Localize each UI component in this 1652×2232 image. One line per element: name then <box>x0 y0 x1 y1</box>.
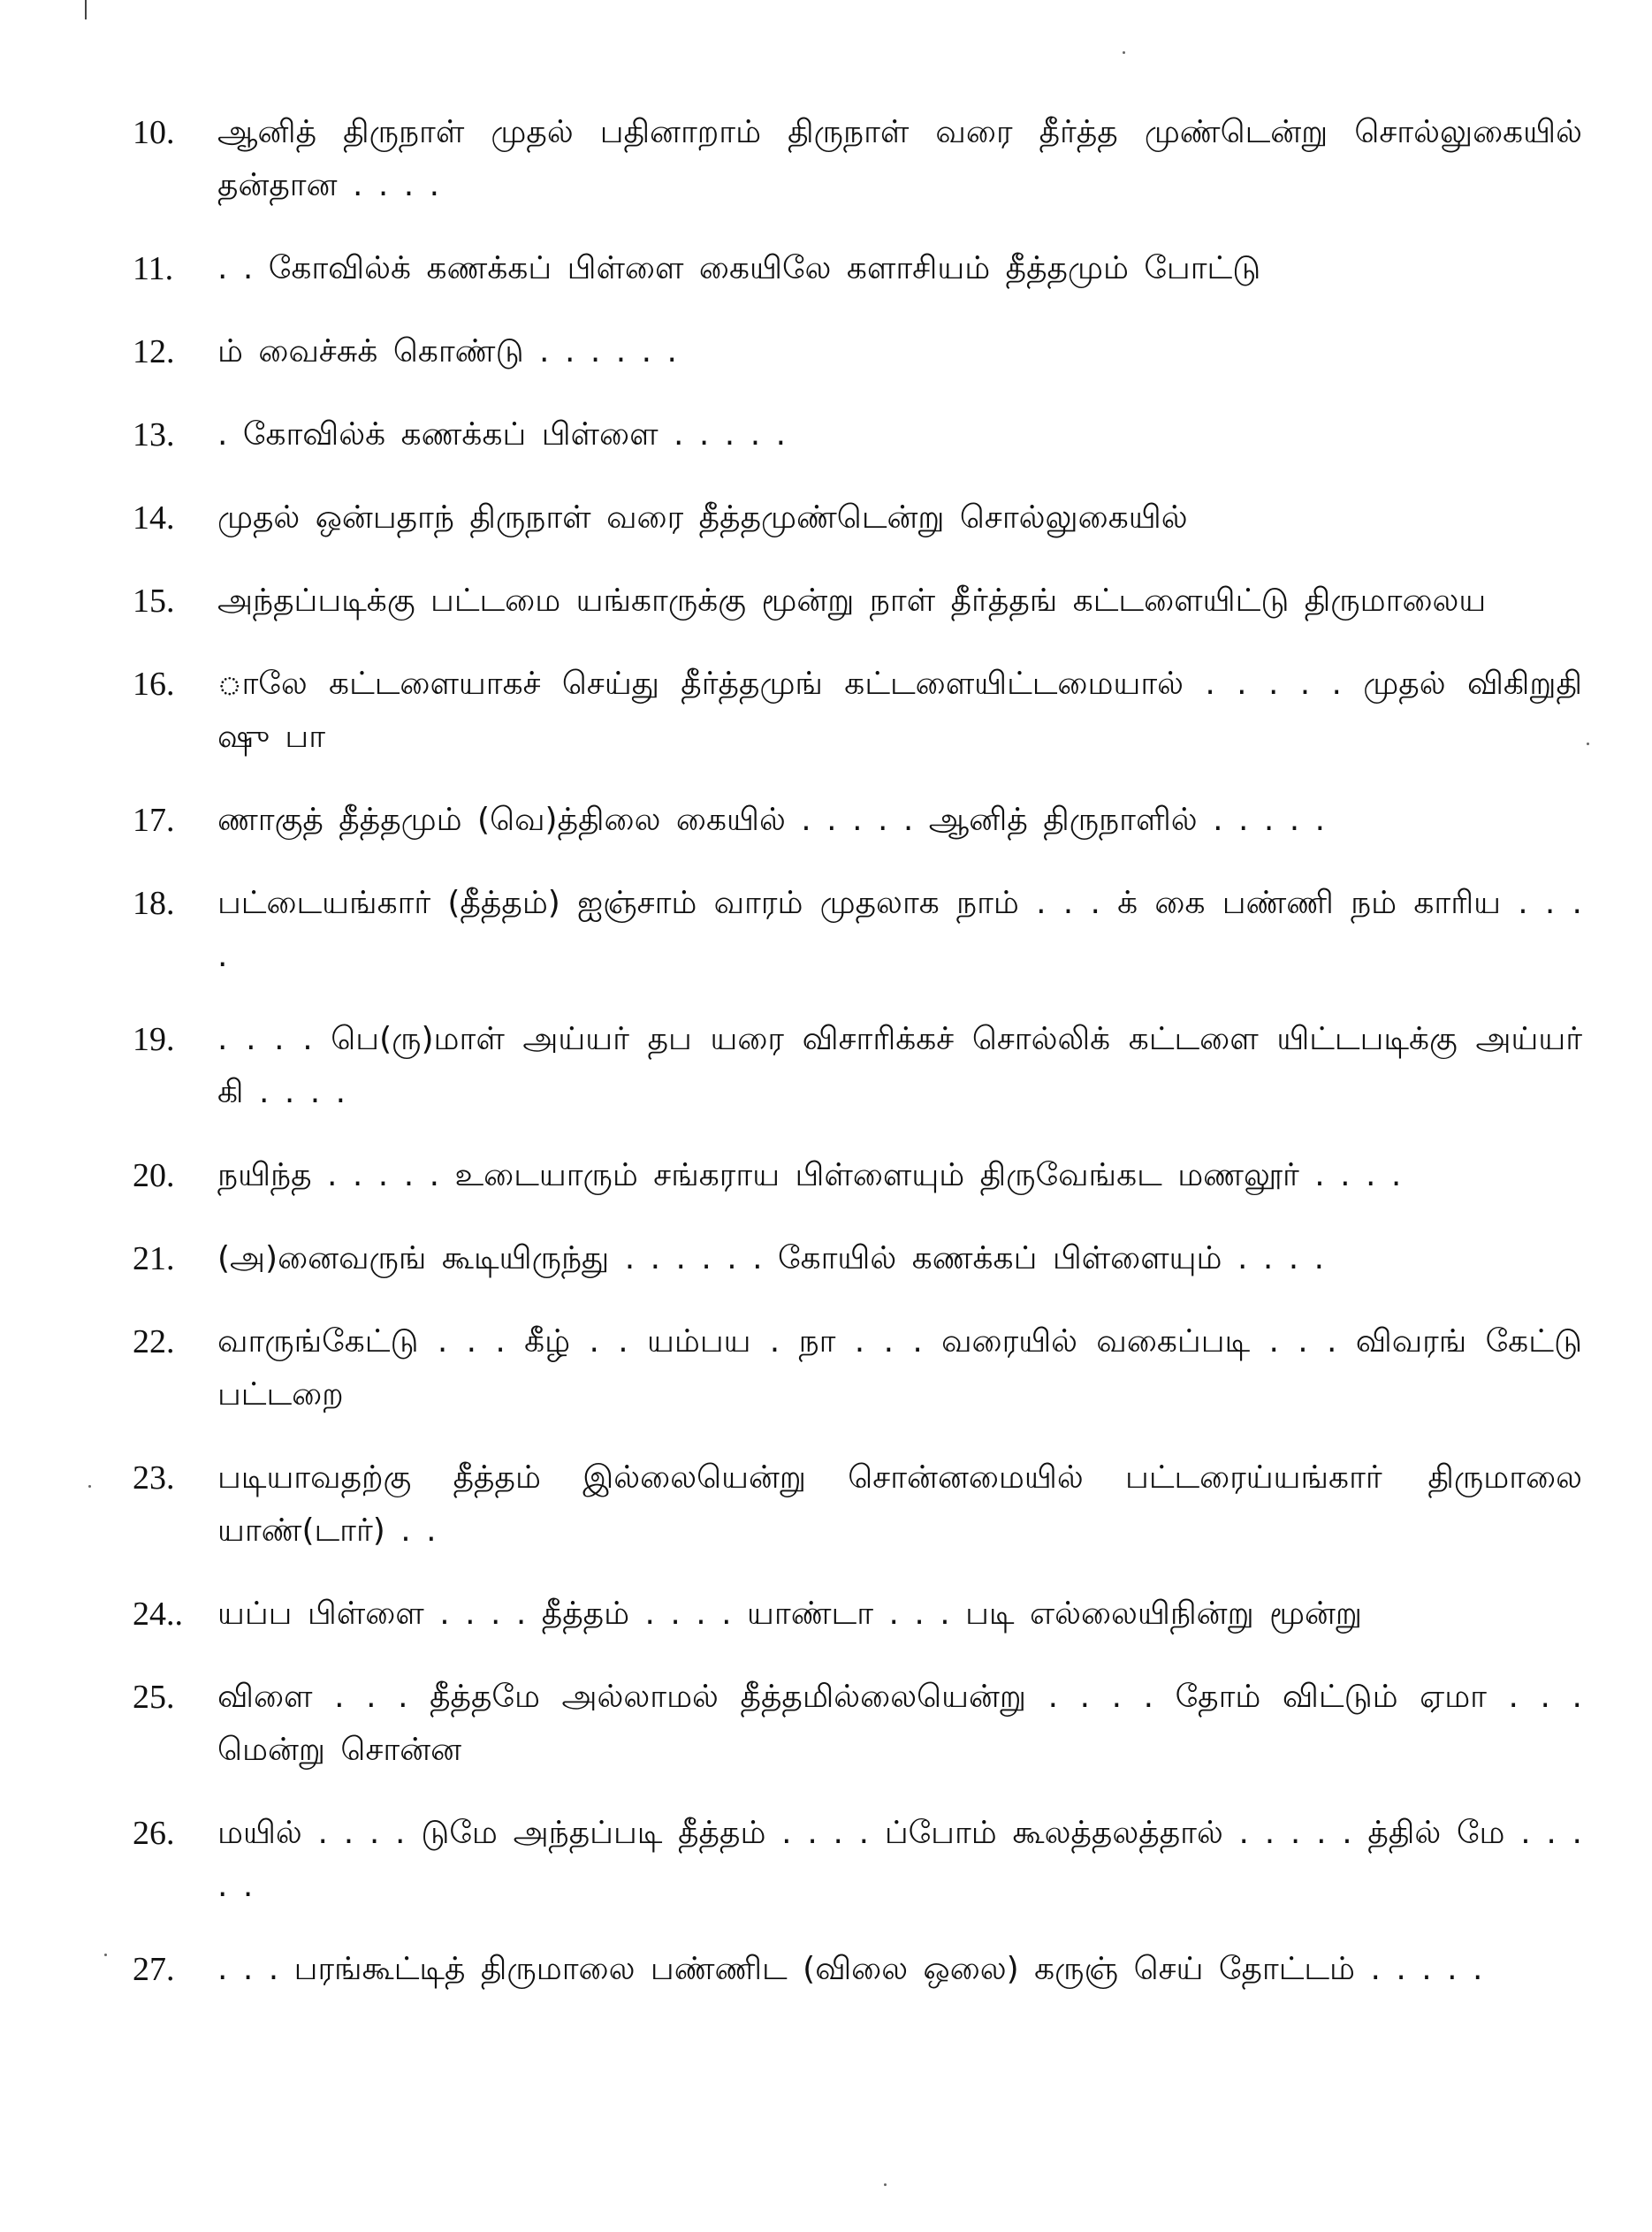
line-number: 24.. <box>133 1596 183 1633</box>
line-number: 15. <box>133 583 175 620</box>
inscription-line <box>133 408 1582 461</box>
line-number: 19. <box>133 1021 175 1058</box>
line-text: முதல் ஒன்பதாந் திருநாள் வரை தீத்தமுண்டென்று சொல்லுகையில் <box>217 499 1188 536</box>
scan-speck <box>1123 51 1125 54</box>
line-number: 11. <box>133 250 174 287</box>
line-text: . . . பரங்கூட்டித் திருமாலை பண்ணிட (விலை ஒலை) கருஞ் செய் தோட்டம் . . . . . <box>217 1951 1483 1987</box>
line-number: 12. <box>133 333 175 370</box>
line-text: வாருங்கேட்டு . . . கீழ் . . யம்பய . நா . . . வரையில் வகைப்படி . . . விவரங் கேட்டு பட்டறை <box>217 1323 1582 1413</box>
inscription-line <box>133 242 1582 295</box>
inscription-line <box>133 1588 1582 1641</box>
scan-speck <box>1587 743 1589 745</box>
scan-speck <box>884 2183 887 2186</box>
line-number: 22. <box>133 1323 175 1360</box>
inscription-line <box>133 491 1582 545</box>
scan-speck <box>88 1485 91 1488</box>
line-number: 27. <box>133 1951 175 1988</box>
line-number: 16. <box>133 666 175 703</box>
scan-margin-mark <box>85 0 87 19</box>
inscription-line <box>133 1943 1582 1996</box>
inscription-line <box>133 1451 1582 1558</box>
inscription-line <box>133 1671 1582 1777</box>
inscription-line <box>133 1315 1582 1421</box>
line-number: 26. <box>133 1815 175 1852</box>
inscription-line <box>133 1232 1582 1285</box>
line-text: (அ)னைவருங் கூடியிருந்து . . . . . . கோயில் கணக்கப் பிள்ளையும் . . . . <box>217 1240 1325 1276</box>
inscription-line <box>133 1149 1582 1202</box>
inscription-line <box>133 794 1582 847</box>
inscription-line <box>133 106 1582 212</box>
inscription-line <box>133 1013 1582 1119</box>
inscription-line-list <box>133 106 1582 2026</box>
line-text: நயிந்த . . . . . உடையாரும் சங்கராய பிள்ளையும் திருவேங்கட மணலூர் . . . . <box>217 1157 1402 1193</box>
line-text: . கோவில்க் கணக்கப் பிள்ளை . . . . . <box>217 416 787 453</box>
line-number: 20. <box>133 1157 175 1194</box>
inscription-line <box>133 658 1582 764</box>
line-number: 25. <box>133 1679 175 1716</box>
line-text: . . . . பெ(ரு)மாள் அய்யர் தப யரை விசாரிக்கச் சொல்லிக் கட்டளை யிட்டபடிக்கு அய்யர் கி . . . . <box>217 1021 1582 1110</box>
line-text: மயில் . . . . டுமே அந்தப்படி தீத்தம் . . . . ப்போம் கூலத்தலத்தால் . . . . . த்தில் மே . . . . . <box>217 1815 1582 1904</box>
line-number: 21. <box>133 1240 175 1277</box>
line-text: ாலே கட்டளையாகச் செய்து தீர்த்தமுங் கட்டளையிட்டமையால் . . . . . முதல் விகிறுதி ஷு பா <box>217 666 1582 755</box>
line-number: 17. <box>133 802 175 839</box>
line-number: 14. <box>133 499 175 537</box>
line-text: படியாவதற்கு தீத்தம் இல்லையென்று சொன்னமையில் பட்டரைய்யங்காா் திருமாலை யாண்(டார்) . . <box>217 1459 1582 1549</box>
line-text: பட்டையங்கார் (தீத்தம்) ஐஞ்சாம் வாரம் முதலாக நாம் . . . க் கை பண்ணி நம் காரிய . . . . <box>217 885 1582 974</box>
line-number: 13. <box>133 416 175 453</box>
line-text: ஆனித் திருநாள் முதல் பதினாறாம் திருநாள் வரை தீர்த்த முண்டென்று சொல்லுகையில் தன்தான . . . . <box>217 114 1582 203</box>
inscription-line <box>133 877 1582 983</box>
line-text: ணாகுத் தீத்தமும் (வெ)த்திலை கையில் . . . . . ஆனித் திருநாளில் . . . . . <box>217 802 1326 838</box>
inscription-line <box>133 575 1582 628</box>
scan-speck <box>104 1954 107 1956</box>
line-text: ம் வைச்சுக் கொண்டு . . . . . . <box>217 333 677 369</box>
inscription-line <box>133 1807 1582 1913</box>
line-number: 10. <box>133 114 175 151</box>
line-text: விளை . . . தீத்தமே அல்லாமல் தீத்தமில்லையென்று . . . . தோம் விட்டும் ஏமா . . . மென்று சொன்ன <box>217 1679 1582 1768</box>
line-number: 23. <box>133 1459 175 1497</box>
line-text: அந்தப்படிக்கு பட்டமை யங்காருக்கு மூன்று நாள் தீர்த்தங் கட்டளையிட்டு திருமாலைய <box>217 583 1487 619</box>
line-text: யப்ப பிள்ளை . . . . தீத்தம் . . . . யாண்டா . . . படி எல்லையிநின்று மூன்று <box>217 1596 1362 1632</box>
line-text: . . கோவில்க் கணக்கப் பிள்ளை கையிலே களாசியம் தீத்தமும் போட்டு <box>217 250 1261 286</box>
inscription-line <box>133 325 1582 378</box>
line-number: 18. <box>133 885 175 922</box>
